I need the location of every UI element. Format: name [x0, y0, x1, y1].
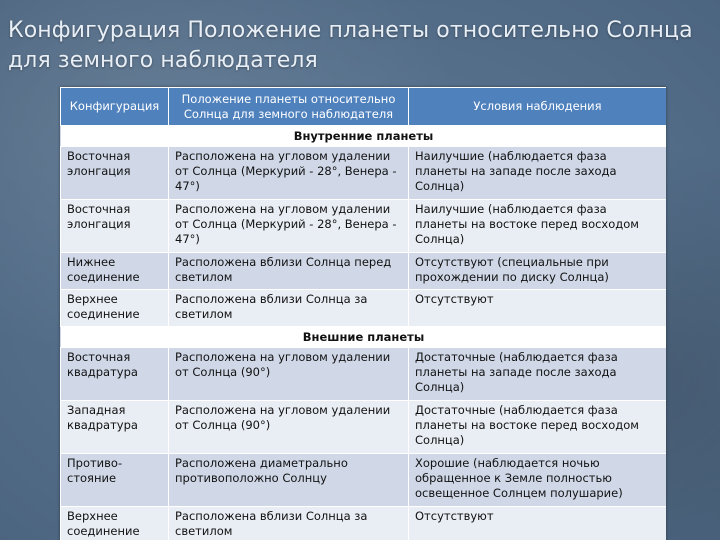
table-row	[61, 290, 667, 327]
table-row	[61, 401, 667, 454]
cell-configuration: Нижнее соединение	[61, 253, 169, 290]
cell-configuration: Западная квадратура	[61, 401, 169, 454]
cell-position: Расположена на угловом удалении от Солнца (Меркурий - 28°, Венера - 47°)	[169, 147, 409, 200]
cell-position: Расположена на угловом удалении от Солнца (90°)	[169, 401, 409, 454]
table-row	[61, 454, 667, 507]
cell-conditions: Достаточные (наблюдается фаза планеты на западе после захода Солнца)	[409, 348, 667, 401]
configuration-table-container	[60, 87, 666, 540]
cell-conditions: Отсутствуют	[409, 507, 667, 540]
slide-title: Конфигурация Положение планеты относительно Солнца для земного наблюдателя	[8, 18, 693, 73]
cell-conditions: Хорошие (наблюдается ночью обращенное к Земле полностью освещенное Солнцем полушарие)	[409, 454, 667, 507]
section-label: Внутренние планеты	[61, 126, 667, 147]
cell-conditions: Достаточные (наблюдается фаза планеты на востоке перед восходом Солнца)	[409, 401, 667, 454]
cell-configuration: Восточная элонгация	[61, 147, 169, 200]
header-position: Положение планеты относительно Солнца для земного наблюдателя	[169, 88, 409, 126]
cell-configuration: Верхнее соединение	[61, 290, 169, 327]
cell-position: Расположена на угловом удалении от Солнца (90°)	[169, 348, 409, 401]
header-configuration: Конфигурация	[61, 88, 169, 126]
cell-configuration: Восточная элонгация	[61, 200, 169, 253]
cell-position: Расположена вблизи Солнца за светилом	[169, 507, 409, 540]
cell-position: Расположена на угловом удалении от Солнца (Меркурий - 28°, Венера - 47°)	[169, 200, 409, 253]
cell-position: Расположена диаметрально противоположно Солнцу	[169, 454, 409, 507]
cell-position: Расположена вблизи Солнца за светилом	[169, 290, 409, 327]
section-label: Внешние планеты	[61, 327, 667, 348]
cell-conditions: Отсутствуют (специальные при прохождении по диску Солнца)	[409, 253, 667, 290]
header-conditions: Условия наблюдения	[409, 88, 667, 126]
table-row	[61, 348, 667, 401]
cell-configuration: Восточная квадратура	[61, 348, 169, 401]
cell-conditions: Наилучшие (наблюдается фаза планеты на востоке перед восходом Солнца)	[409, 200, 667, 253]
header-row	[61, 88, 667, 126]
table-row	[61, 507, 667, 540]
configuration-table	[60, 87, 666, 540]
cell-conditions: Отсутствуют	[409, 290, 667, 327]
cell-conditions: Наилучшие (наблюдается фаза планеты на западе после захода Солнца)	[409, 147, 667, 200]
cell-position: Расположена вблизи Солнца перед светилом	[169, 253, 409, 290]
cell-configuration: Верхнее соединение	[61, 507, 169, 540]
table-row	[61, 200, 667, 253]
table-row	[61, 147, 667, 200]
section-outer-planets	[61, 327, 667, 348]
section-inner-planets	[61, 126, 667, 147]
table-row	[61, 253, 667, 290]
cell-configuration: Противо-стояние	[61, 454, 169, 507]
